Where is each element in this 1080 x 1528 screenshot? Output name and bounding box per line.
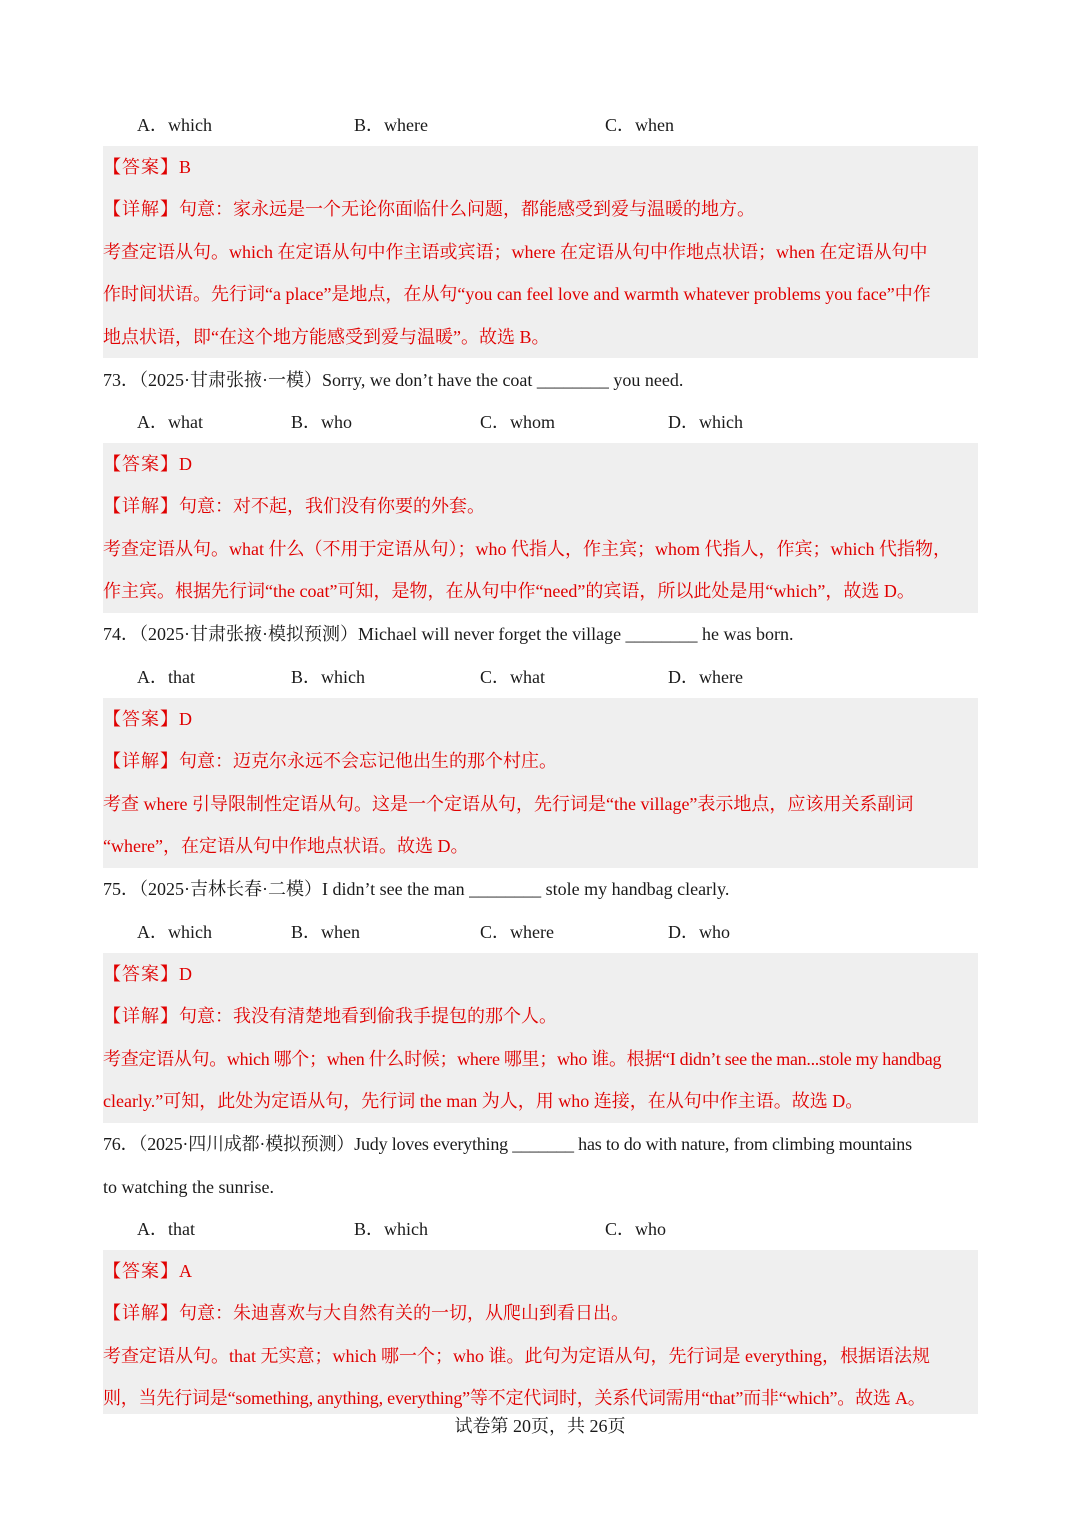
q72-explain-line-3: 地点状语，即“在这个地方能感受到爱与温暖”。故选 B。 bbox=[103, 327, 550, 347]
q76-answer bbox=[103, 1259, 192, 1283]
q72-detail bbox=[103, 197, 755, 221]
q75-option-c: C．where bbox=[480, 922, 554, 942]
q75-detail bbox=[103, 1004, 557, 1028]
q75-stem: 75．（2025·吉林长春·二模）I didn’t see the man ________ stole my handbag clearly. bbox=[103, 879, 730, 899]
detail-tag: 【详解】 bbox=[103, 1303, 179, 1323]
q73-explain-line-2: 作主宾。根据先行词“the coat”可知，是物，在从句中作“need”的宾语，所以此处是用“which”，故选 D。 bbox=[103, 581, 915, 601]
q76-option-b: B．which bbox=[354, 1219, 428, 1239]
q73-option-d: D．which bbox=[668, 412, 743, 432]
q74-option-c: C．what bbox=[480, 667, 545, 687]
q72-answer-value: B bbox=[179, 157, 192, 177]
q76-detail bbox=[103, 1301, 629, 1325]
q72-explain-line-2: 作时间状语。先行词“a place”是地点，在从句“you can feel love and warmth whatever problems you face”中作 bbox=[103, 284, 931, 304]
q72-option-a: A．which bbox=[137, 115, 212, 135]
q75-explain-line-2: clearly.”可知，此处为定语从句，先行词 the man 为人，用 who 连接，在从句中作主语。故选 D。 bbox=[103, 1091, 864, 1111]
q75-answer-value: D bbox=[179, 964, 192, 984]
q76-option-c: C．who bbox=[605, 1219, 667, 1239]
q75-option-b: B．when bbox=[291, 922, 360, 942]
q74-answer bbox=[103, 707, 192, 731]
answer-tag: 【答案】 bbox=[103, 454, 179, 474]
answer-tag: 【答案】 bbox=[103, 1261, 179, 1281]
q73-stem: 73．（2025·甘肃张掖·一模）Sorry, we don’t have the coat ________ you need. bbox=[103, 370, 684, 390]
q74-detail bbox=[103, 749, 557, 773]
q72-meaning: 句意：家永远是一个无论你面临什么问题，都能感受到爱与温暖的地方。 bbox=[179, 199, 755, 219]
q75-explain-line-1: 考查定语从句。which 哪个；when 什么时候；where 哪里；who 谁。根据“I didn’t see the man...stole my handbag bbox=[103, 1049, 942, 1069]
q76-options bbox=[0, 1217, 1080, 1241]
q74-explain-line-1: 考查 where 引导限制性定语从句。这是一个定语从句，先行词是“the village”表示地点，应该用关系副词 bbox=[103, 794, 914, 814]
q74-option-d: D．where bbox=[668, 667, 743, 687]
answer-tag: 【答案】 bbox=[103, 157, 179, 177]
q73-option-b: B．who bbox=[291, 412, 353, 432]
q72-options bbox=[0, 113, 1080, 137]
q76-meaning: 句意：朱迪喜欢与大自然有关的一切，从爬山到看日出。 bbox=[179, 1303, 629, 1323]
q73-answer-value: D bbox=[179, 454, 192, 474]
q74-option-b: B．which bbox=[291, 667, 365, 687]
detail-tag: 【详解】 bbox=[103, 199, 179, 219]
q76-stem-line-1: 76．（2025·四川成都·模拟预测）Judy loves everything _______ has to do with nature, from climbing mountains bbox=[103, 1134, 912, 1154]
q72-answer bbox=[103, 155, 191, 179]
q73-options bbox=[0, 410, 1080, 434]
detail-tag: 【详解】 bbox=[103, 496, 179, 516]
detail-tag: 【详解】 bbox=[103, 751, 179, 771]
q74-explain-line-2: “where”，在定语从句中作地点状语。故选 D。 bbox=[103, 836, 469, 856]
q74-stem: 74．（2025·甘肃张掖·模拟预测）Michael will never forget the village ________ he was born. bbox=[103, 624, 794, 644]
q72-option-c: C．when bbox=[605, 115, 674, 135]
q76-answer-value: A bbox=[179, 1261, 192, 1281]
q76-explain-line-1: 考查定语从句。that 无实意；which 哪一个；who 谁。此句为定语从句，先行词是 everything，根据语法规 bbox=[103, 1346, 930, 1366]
q76-stem-line-2: to watching the sunrise. bbox=[103, 1177, 274, 1197]
q76-explain-line-2: 则，当先行词是“something, anything, everything”等不定代词时，关系代词需用“that”而非“which”。故选 A。 bbox=[103, 1388, 926, 1408]
answer-tag: 【答案】 bbox=[103, 709, 179, 729]
q73-explain-line-1: 考查定语从句。what 什么（不用于定语从句）；who 代指人，作主宾；whom 代指人，作宾；which 代指物， bbox=[103, 539, 951, 559]
q73-answer bbox=[103, 452, 192, 476]
detail-tag: 【详解】 bbox=[103, 1006, 179, 1026]
q74-options bbox=[0, 665, 1080, 689]
q75-meaning: 句意：我没有清楚地看到偷我手提包的那个人。 bbox=[179, 1006, 557, 1026]
q75-option-a: A．which bbox=[137, 922, 212, 942]
q75-option-d: D．who bbox=[668, 922, 730, 942]
page-footer: 试卷第 20页，共 26页 bbox=[454, 1416, 626, 1436]
q73-meaning: 句意：对不起，我们没有你要的外套。 bbox=[179, 496, 485, 516]
answer-tag: 【答案】 bbox=[103, 964, 179, 984]
q72-option-b: B．where bbox=[354, 115, 428, 135]
q75-answer bbox=[103, 962, 192, 986]
q73-detail bbox=[103, 494, 485, 518]
q72-explain-line-1: 考查定语从句。which 在定语从句中作主语或宾语；where 在定语从句中作地点状语；when 在定语从句中 bbox=[103, 242, 928, 262]
q74-answer-value: D bbox=[179, 709, 192, 729]
q76-option-a: A．that bbox=[137, 1219, 195, 1239]
q75-options bbox=[0, 920, 1080, 944]
q73-option-c: C．whom bbox=[480, 412, 556, 432]
q74-option-a: A．that bbox=[137, 667, 195, 687]
q73-option-a: A．what bbox=[137, 412, 203, 432]
q74-meaning: 句意：迈克尔永远不会忘记他出生的那个村庄。 bbox=[179, 751, 557, 771]
